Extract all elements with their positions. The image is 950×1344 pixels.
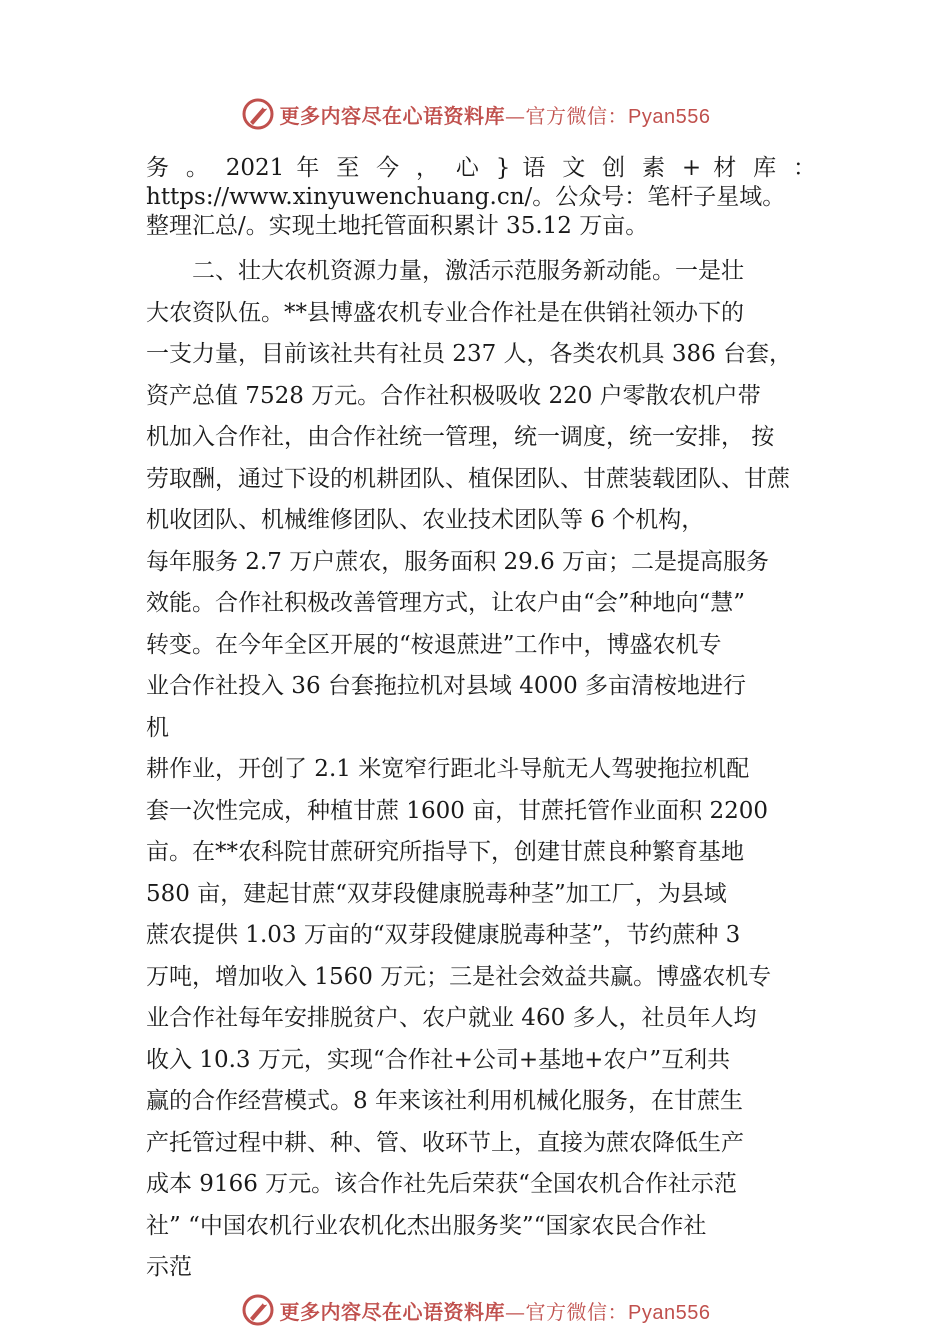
text-line: 成本 9166 万元。该合作社先后荣获“全国农机合作社示范 — [146, 1171, 737, 1197]
text-line: 赢的合作经营模式。8 年来该社利用机械化服务，在甘蔗生 — [146, 1088, 743, 1114]
text-line: 效能。合作社积极改善管理方式，让农户由“会”种地向“慧” — [146, 590, 746, 616]
text-line: 耕作业，开创了 2.1 米宽窄行距北斗导航无人驾驶拖拉机配 — [146, 756, 750, 782]
text-line: 劳取酬，通过下设的机耕团队、植保团队、甘蔗装载团队、甘蔗 — [146, 465, 790, 492]
text-line: 业合作社每年安排脱贫户、农户就业 460 多人，社员年人均 — [146, 1005, 757, 1031]
banner-official: 官方微信： — [525, 1299, 629, 1324]
text-line: 蔗农提供 1.03 万亩的“双芽段健康脱毒种茎”，节约蔗种 3 — [146, 922, 741, 948]
text-line: 580 亩，建起甘蔗“双芽段健康脱毒种茎”加工厂，为县域 — [146, 880, 727, 907]
text-line: 大农资队伍。**县博盛农机专业合作社是在供销社领办下的 — [146, 299, 744, 326]
banner-official: 官方微信： — [525, 103, 629, 128]
text-line: 转变。在今年全区开展的“桉退蔗进”工作中，博盛农机专 — [146, 631, 722, 658]
banner-wechat: Pyan556 — [628, 1301, 711, 1324]
text-line: https://www.xinyuwenchuang.cn/。公众号：笔杆子星域。 — [146, 184, 786, 210]
text-line: 务 。 2021 年 至 今 ， 心 } 语 文 创 素 + 材 库 ： — [146, 155, 816, 181]
text-line: 资产总值 7528 万元。合作社积极吸收 220 户零散农机户带 — [146, 382, 761, 409]
text-line: 产托管过程中耕、种、管、收环节上，直接为蔗农降低生产 — [146, 1129, 744, 1156]
text-line: 每年服务 2.7 万户蔗农，服务面积 29.6 万亩；二是提高服务 — [146, 548, 770, 575]
text-line: 示范 — [146, 1254, 192, 1280]
pen-logo-icon — [240, 1292, 276, 1328]
banner-dash: — — [505, 1299, 526, 1324]
text-line: 万吨，增加收入 1560 万元；三是社会效益共赢。博盛农机专 — [146, 963, 772, 990]
text-line: 整理汇总/。实现土地托管面积累计 35.12 万亩。 — [146, 213, 649, 239]
banner-wechat: Pyan556 — [628, 105, 711, 128]
text-line: 亩。在**农科院甘蔗研究所指导下，创建甘蔗良种繁育基地 — [146, 839, 744, 865]
banner-dash: — — [505, 103, 526, 128]
text-line: 二、壮大农机资源力量，激活示范服务新动能。一是壮 — [146, 258, 744, 284]
document-body — [146, 154, 816, 1289]
text-line: 机收团队、机械维修团队、农业技术团队等 6 个机构， — [146, 507, 705, 533]
text-line: 收入 10.3 万元，实现“合作社+公司+基地+农户”互利共 — [146, 1046, 731, 1073]
banner-text — [280, 100, 711, 129]
text-line: 机加入合作社，由合作社统一管理，统一调度，统一安排， 按 — [146, 424, 775, 450]
header-banner — [0, 94, 950, 134]
text-line: 机 — [146, 714, 169, 741]
footer-banner — [0, 1290, 950, 1330]
banner-title: 更多内容尽在心语资料库 — [279, 103, 506, 128]
text-line: 一支力量，目前该社共有社员 237 人，各类农机具 386 台套， — [146, 341, 793, 367]
text-line: 套一次性完成，种植甘蔗 1600 亩，甘蔗托管作业面积 2200 — [146, 797, 768, 824]
banner-text — [280, 1296, 711, 1325]
text-line: 社” “中国农机行业农机化杰出服务奖”“国家农民合作社 — [146, 1212, 707, 1239]
banner-title: 更多内容尽在心语资料库 — [279, 1299, 506, 1324]
text-line: 业合作社投入 36 台套拖拉机对县域 4000 多亩清桉地进行 — [146, 673, 747, 699]
pen-logo-icon — [240, 96, 276, 132]
